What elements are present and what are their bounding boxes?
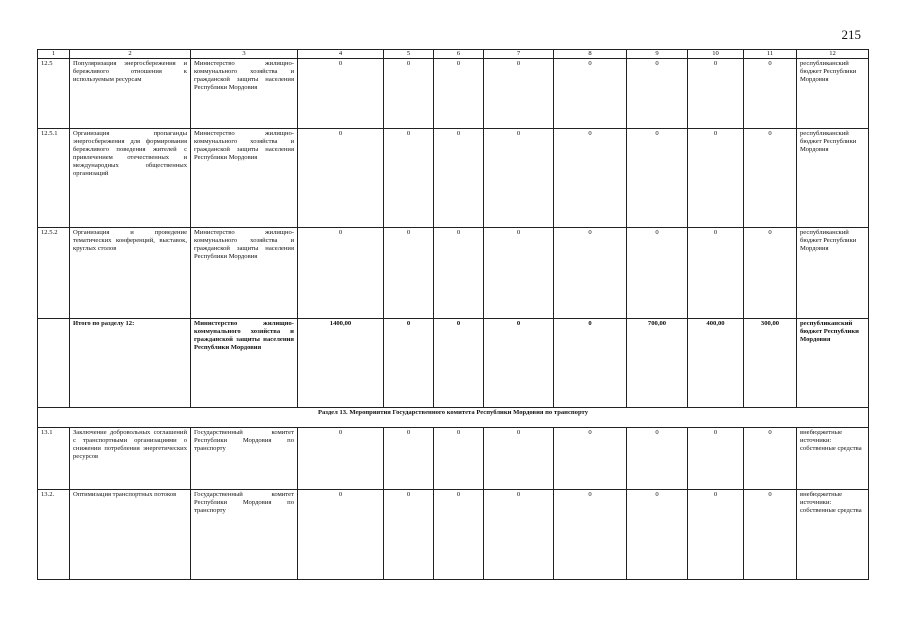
row-code: 12.5.2	[38, 228, 70, 319]
column-header: 7	[484, 50, 554, 59]
value-cell: 0	[384, 319, 434, 408]
value-cell: 0	[434, 129, 484, 228]
value-cell: 0	[627, 228, 688, 319]
value-cell: 0	[688, 490, 744, 580]
value-cell: 0	[298, 428, 384, 490]
column-header: 11	[744, 50, 797, 59]
executor: Министерство жилищно-коммунального хозяйства и гражданской защиты населения Республики Мордовия	[191, 319, 298, 408]
section-title: Раздел 13. Мероприятия Государственного комитета Республики Мордовия по транспорту	[38, 408, 869, 428]
activity-name: Организация пропаганды энергосбережения для формирования бережливого поведения жителей с привлечением отечественных и международных общественных организаций	[70, 129, 191, 228]
column-header: 3	[191, 50, 298, 59]
value-cell: 0	[484, 490, 554, 580]
value-cell: 0	[384, 59, 434, 129]
executor: Государственный комитет Республики Мордовия по транспорту	[191, 490, 298, 580]
value-cell: 0	[384, 428, 434, 490]
activity-name: Организация и проведение тематических конференций, выставок, круглых столов	[70, 228, 191, 319]
executor: Государственный комитет Республики Мордовия по транспорту	[191, 428, 298, 490]
executor: Министерство жилищно-коммунального хозяйства и гражданской защиты населения Республики Мордовия	[191, 129, 298, 228]
value-cell: 0	[627, 490, 688, 580]
value-cell: 0	[688, 59, 744, 129]
column-header: 5	[384, 50, 434, 59]
funding-source: республиканский бюджет Республики Мордовия	[797, 59, 869, 129]
total-row	[38, 319, 869, 408]
table-row	[38, 490, 869, 580]
value-cell: 0	[744, 59, 797, 129]
value-cell: 0	[298, 490, 384, 580]
value-cell: 0	[484, 319, 554, 408]
funding-source: внебюджетные источники: собственные средства	[797, 490, 869, 580]
value-cell: 0	[744, 428, 797, 490]
value-cell: 0	[434, 428, 484, 490]
column-header: 12	[797, 50, 869, 59]
value-cell: 0	[688, 129, 744, 228]
executor: Министерство жилищно-коммунального хозяйства и гражданской защиты населения Республики Мордовия	[191, 59, 298, 129]
program-table	[37, 49, 869, 580]
table-row	[38, 129, 869, 228]
value-cell: 0	[384, 129, 434, 228]
column-header: 1	[38, 50, 70, 59]
table-header-row	[38, 50, 869, 59]
column-header: 2	[70, 50, 191, 59]
value-cell: 0	[484, 228, 554, 319]
value-cell: 0	[554, 490, 627, 580]
row-code: 13.1	[38, 428, 70, 490]
value-cell: 0	[744, 129, 797, 228]
value-cell: 0	[688, 228, 744, 319]
page-number: 215	[841, 27, 861, 42]
column-header: 10	[688, 50, 744, 59]
value-cell: 0	[554, 59, 627, 129]
row-code: 12.5.1	[38, 129, 70, 228]
value-cell: 700,00	[627, 319, 688, 408]
value-cell: 0	[744, 490, 797, 580]
value-cell: 0	[384, 490, 434, 580]
value-cell: 0	[434, 228, 484, 319]
value-cell: 0	[744, 228, 797, 319]
column-header: 4	[298, 50, 384, 59]
value-cell: 0	[627, 129, 688, 228]
value-cell: 300,00	[744, 319, 797, 408]
value-cell: 0	[554, 319, 627, 408]
table-row	[38, 228, 869, 319]
row-code: 12.5	[38, 59, 70, 129]
activity-name: Заключение добровольных соглашений с транспортными организациями о снижении потребления энергетических ресурсов	[70, 428, 191, 490]
column-header: 9	[627, 50, 688, 59]
value-cell: 0	[484, 428, 554, 490]
value-cell: 0	[554, 228, 627, 319]
value-cell: 0	[434, 59, 484, 129]
value-cell: 0	[484, 59, 554, 129]
value-cell: 0	[298, 59, 384, 129]
value-cell: 400,00	[688, 319, 744, 408]
value-cell: 0	[554, 428, 627, 490]
value-cell: 0	[434, 490, 484, 580]
value-cell: 0	[554, 129, 627, 228]
column-header: 8	[554, 50, 627, 59]
value-cell: 0	[627, 428, 688, 490]
value-cell: 0	[434, 319, 484, 408]
value-cell: 0	[484, 129, 554, 228]
value-cell: 0	[298, 129, 384, 228]
funding-source: республиканский бюджет Республики Мордовия	[797, 228, 869, 319]
value-cell: 0	[384, 228, 434, 319]
table-row	[38, 428, 869, 490]
row-code: 13.2.	[38, 490, 70, 580]
funding-source: республиканский бюджет Республики Мордовия	[797, 319, 869, 408]
funding-source: республиканский бюджет Республики Мордовия	[797, 129, 869, 228]
value-cell: 1400,00	[298, 319, 384, 408]
value-cell: 0	[627, 59, 688, 129]
activity-name: Оптимизация транспортных потоков	[70, 490, 191, 580]
section-row	[38, 408, 869, 428]
executor: Министерство жилищно-коммунального хозяйства и гражданской защиты населения Республики Мордовия	[191, 228, 298, 319]
row-code	[38, 319, 70, 408]
funding-source: внебюджетные источники: собственные средства	[797, 428, 869, 490]
total-label: Итого по разделу 12:	[70, 319, 191, 408]
column-header: 6	[434, 50, 484, 59]
table-row	[38, 59, 869, 129]
value-cell: 0	[688, 428, 744, 490]
value-cell: 0	[298, 228, 384, 319]
activity-name: Популяризация энергосбережения и бережливого отношения к используемым ресурсам	[70, 59, 191, 129]
